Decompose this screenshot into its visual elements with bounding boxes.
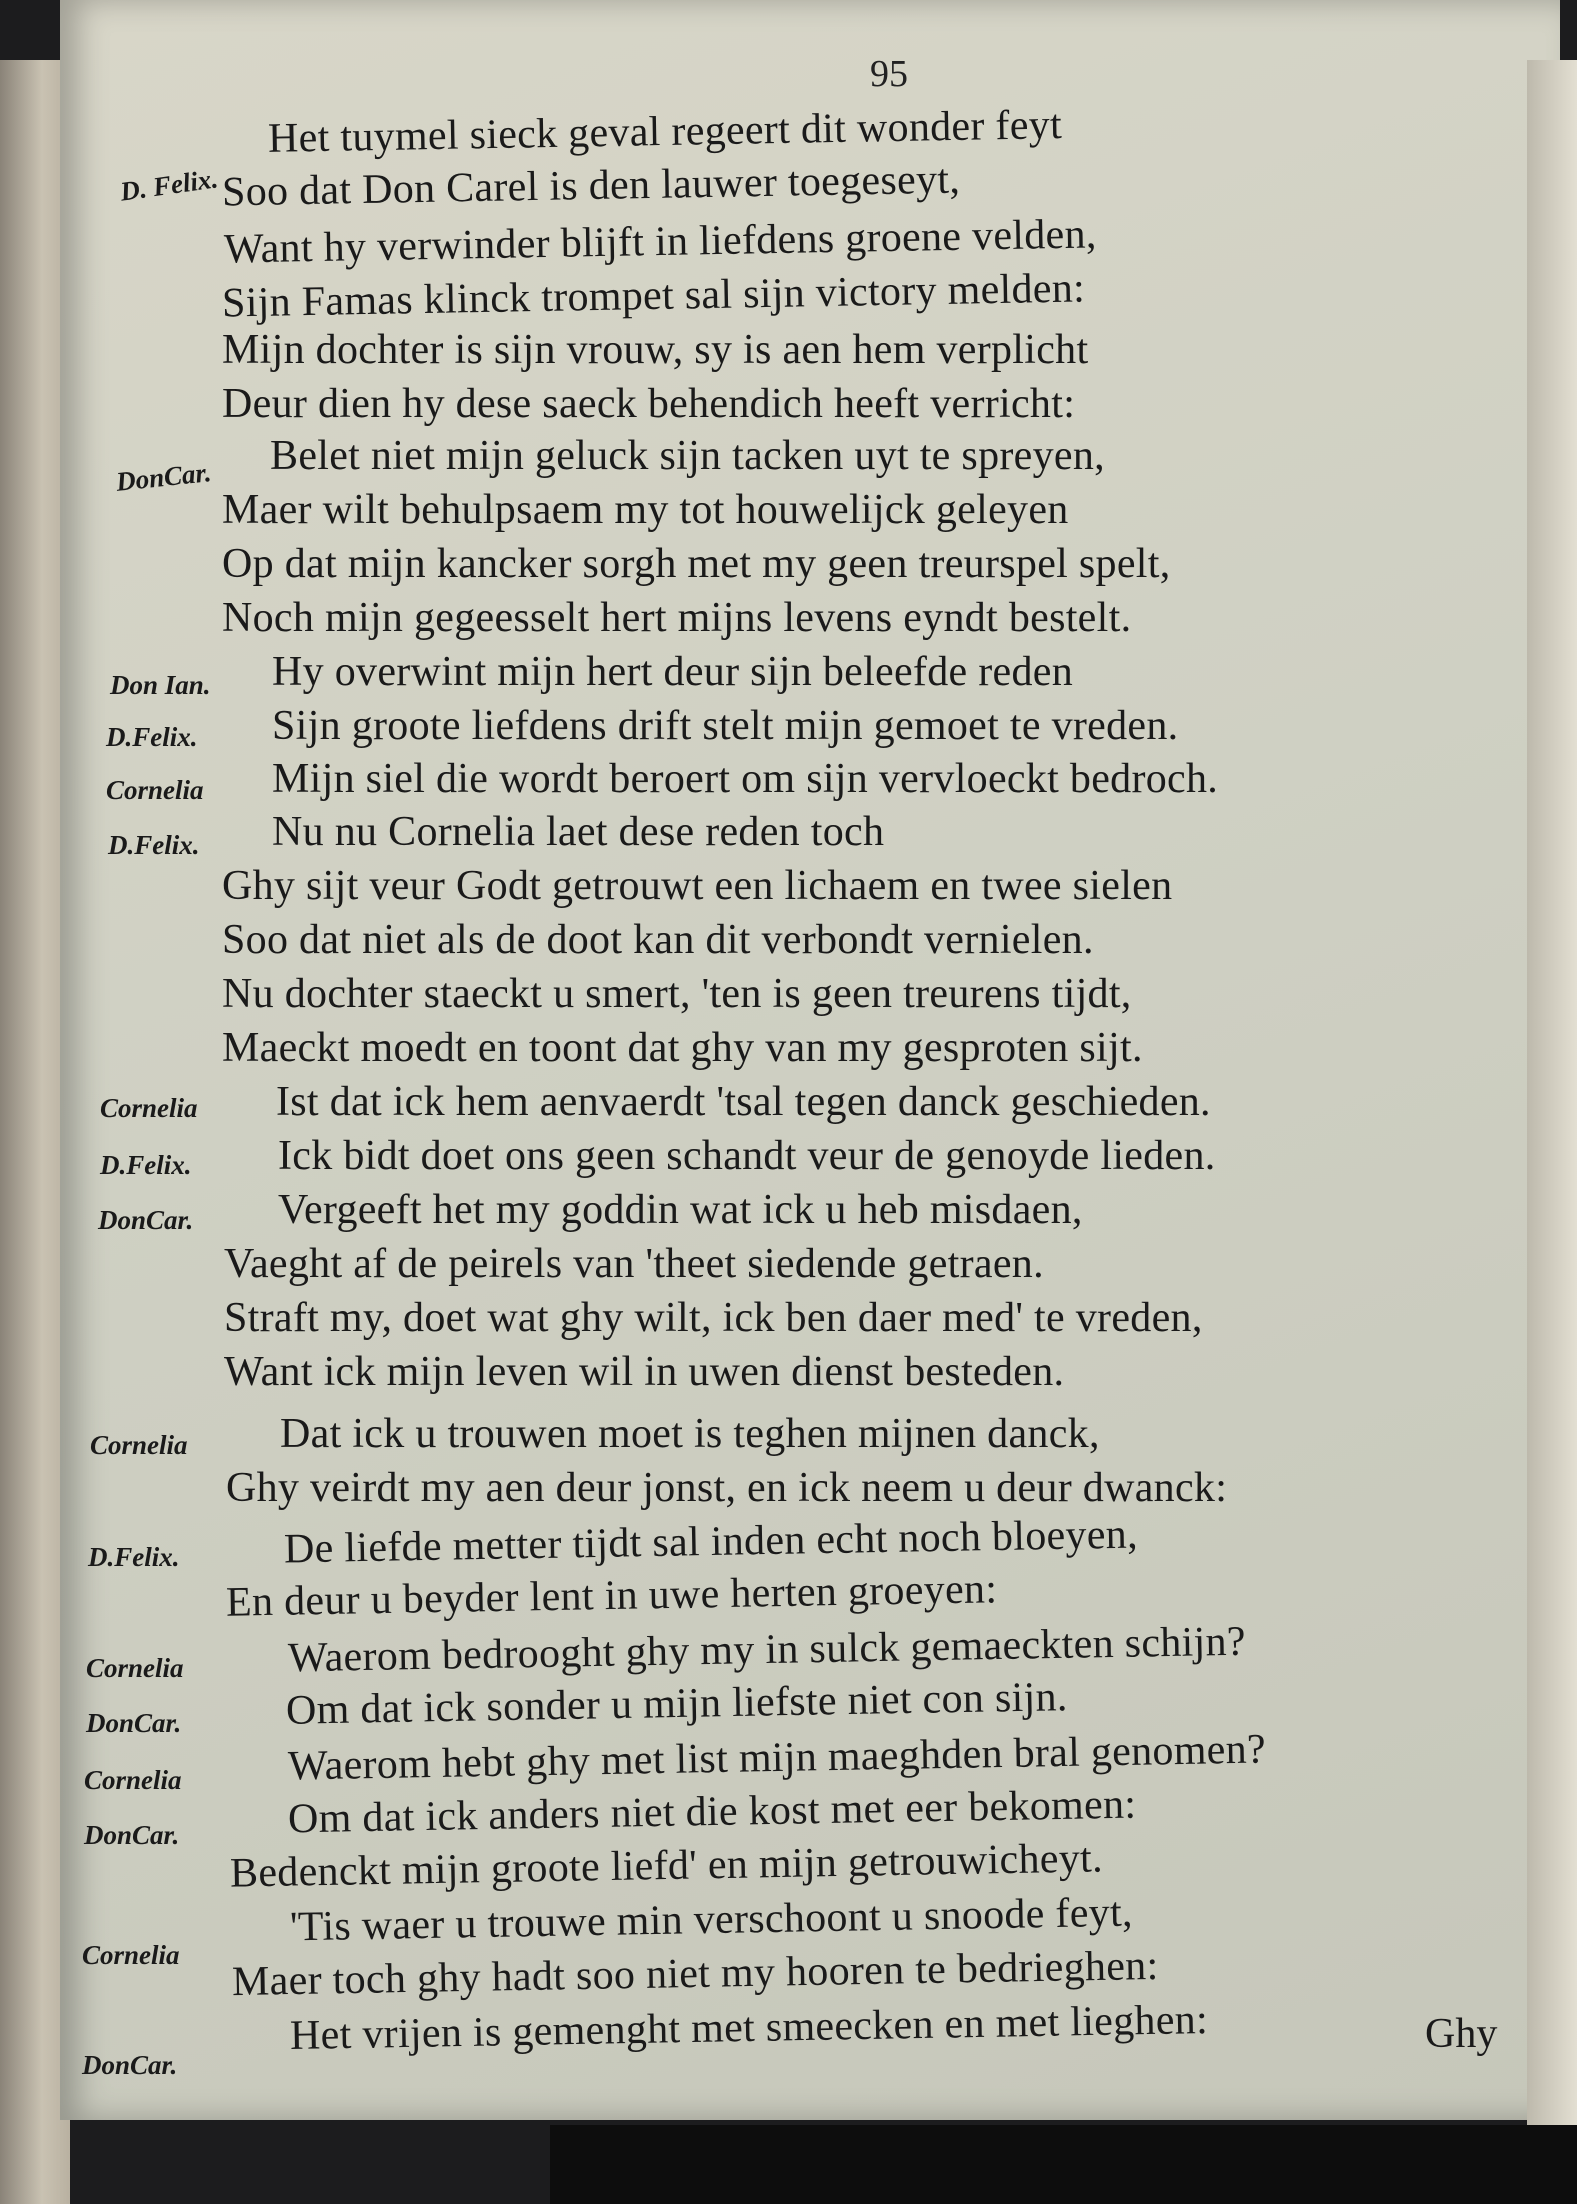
verse-line: Om dat ick anders niet die kost met eer bekomen: [287,1781,1137,1843]
speaker-label: DonCar. [86,1708,182,1738]
verse-line: Straft my, doet wat ghy wilt, ick ben daer med' te vreden, [224,1295,1203,1341]
verse-line: Soo dat niet als de doot kan dit verbondt vernielen. [222,917,1094,963]
verse-line: En deur u beyder lent in uwe herten groeyen: [225,1566,998,1626]
page-number: 95 [870,53,908,95]
verse-line: Belet niet mijn geluck sijn tacken uyt te spreyen, [270,433,1105,479]
verse-line: Dat ick u trouwen moet is teghen mijnen danck, [280,1411,1100,1457]
verse-line: Want hy verwinder blijft in liefdens groene velden, [223,211,1097,273]
verse-line: Waerom hebt ghy met list mijn maeghden bral genomen? [287,1726,1267,1790]
speaker-label: DonCar. [98,1205,194,1235]
speaker-label: Cornelia [82,1940,180,1970]
verse-line: Sijn groote liefdens drift stelt mijn gemoet te vreden. [272,703,1179,749]
verse-line: Mijn siel die wordt beroert om sijn vervloeckt bedroch. [272,756,1219,802]
verse-line: 'Tis waer u trouwe min verschoont u snoode feyt, [289,1889,1134,1951]
speaker-label: Cornelia [100,1093,198,1123]
verse-line: Deur dien hy dese saeck behendich heeft verricht: [222,381,1076,427]
speaker-label: Don Ian. [110,670,211,700]
verse-line: Om dat ick sonder u mijn liefste niet con sijn. [285,1674,1068,1734]
speaker-label: D. Felix. [118,163,220,207]
speaker-label: DonCar. [84,1820,180,1850]
verse-line: Maer toch ghy hadt soo niet my hooren te bedrieghen: [231,1942,1159,2006]
verse-line: Want ick mijn leven wil in uwen dienst besteden. [224,1349,1065,1395]
verse-line: Ick bidt doet ons geen schandt veur de genoyde lieden. [278,1133,1216,1179]
speaker-label: D.Felix. [100,1150,192,1180]
speaker-label: Cornelia [86,1653,184,1683]
verse-line: Soo dat Don Carel is den lauwer toegeseyt, [221,156,961,216]
verse-line: Mijn dochter is sijn vrouw, sy is aen hem verplicht [222,327,1089,373]
verse-line: Vergeeft het my goddin wat ick u heb misdaen, [278,1187,1083,1233]
verse-line: Vaeght af de peirels van 'theet siedende getraen. [224,1241,1044,1287]
verse-line: Op dat mijn kancker sorgh met my geen treurspel spelt, [222,541,1171,587]
speaker-label: Cornelia [90,1430,188,1460]
verse-line: Waerom bedrooght ghy my in sulck gemaeckten schijn? [287,1618,1247,1682]
verse-line: Nu dochter staeckt u smert, 'ten is geen treurens tijdt, [222,971,1132,1017]
verse-line: Het vrijen is gemenght met smeecken en met lieghen: [289,1996,1209,2060]
speaker-label: D.Felix. [106,722,198,752]
speaker-label: Cornelia [84,1765,182,1795]
verse-line: Sijn Famas klinck trompet sal sijn victory melden: [221,265,1086,327]
speaker-label: DonCar. [82,2050,178,2080]
verse-line: Maeckt moedt en toont dat ghy van my gesproten sijt. [222,1025,1143,1071]
verse-line: Hy overwint mijn hert deur sijn beleefde reden [272,649,1074,695]
speaker-label: D.Felix. [108,830,200,860]
verse-line: Maer wilt behulpsaem my tot houwelijck geleyen [222,487,1069,533]
verse-line: Ghy sijt veur Godt getrouwt een lichaem en twee sielen [222,863,1173,909]
verse-line: Nu nu Cornelia laet dese reden toch [272,809,885,855]
verse-line: Bedenckt mijn groote liefd' en mijn getrouwicheyt. [229,1835,1104,1897]
verse-line: De liefde metter tijdt sal inden echt noch bloeyen, [283,1511,1139,1573]
catchword: Ghy [1425,2011,1498,2057]
verse-line: Noch mijn gegeesselt hert mijns levens eyndt bestelt. [222,595,1132,641]
speaker-label: Cornelia [106,775,204,805]
verse-line: Ghy veirdt my aen deur jonst, en ick neem u deur dwanck: [226,1465,1228,1511]
speaker-label: DonCar. [114,457,213,497]
verse-line: Het tuymel sieck geval regeert dit wonder feyt [267,102,1063,162]
speaker-label: D.Felix. [88,1542,180,1572]
verse-line: Ist dat ick hem aenvaerdt 'tsal tegen danck geschieden. [276,1079,1211,1125]
